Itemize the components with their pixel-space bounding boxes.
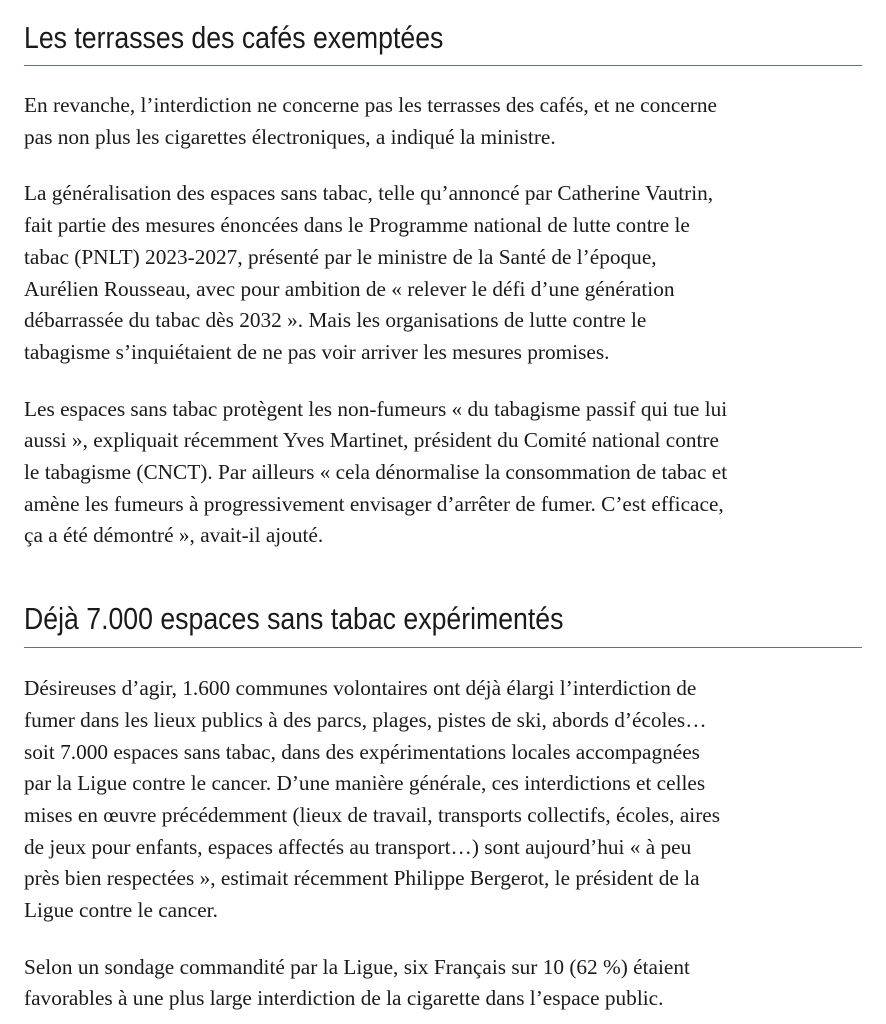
text-line: Désireuses d’agir, 1.600 communes volontaires ont déjà élargi l’interdiction de xyxy=(24,676,697,701)
text-line: Les espaces sans tabac protègent les non-fumeurs « du tabagisme passif qui tue lui xyxy=(24,396,728,421)
paragraph xyxy=(24,90,864,153)
paragraph xyxy=(24,178,864,368)
paragraph xyxy=(24,673,864,927)
section-heading-divider xyxy=(24,601,862,648)
text-line: de jeux pour enfants, espaces affectés au transport…) sont aujourd’hui « à peu xyxy=(24,834,692,859)
paragraph xyxy=(24,394,864,553)
text-line: fait partie des mesures énoncées dans le Programme national de lutte contre le xyxy=(24,213,690,238)
text-line: favorables à une plus large interdiction de la cigarette dans l’espace public. xyxy=(24,986,664,1011)
text-line: La généralisation des espaces sans tabac, telle qu’annoncé par Catherine Vautrin, xyxy=(24,181,714,206)
text-line: tabagisme s’inquiétaient de ne pas voir arriver les mesures promises. xyxy=(24,339,610,364)
text-line: aussi », expliquait récemment Yves Martinet, président du Comité national contre xyxy=(24,428,719,453)
paragraph xyxy=(24,952,864,1015)
section-heading-terrasses: Les terrasses des cafés exemptées xyxy=(24,20,444,55)
text-line: Selon un sondage commandité par la Ligue, six Français sur 10 (62 %) étaient xyxy=(24,954,690,979)
text-line: tabac (PNLT) 2023-2027, présenté par le ministre de la Santé de l’époque, xyxy=(24,244,657,269)
article-body xyxy=(24,0,864,1015)
text-line: ça a été démontré », avait-il ajouté. xyxy=(24,523,324,548)
section-heading-espaces: Déjà 7.000 espaces sans tabac expérimentés xyxy=(24,601,564,637)
text-line: fumer dans les lieux publics à des parcs, plages, pistes de ski, abords d’écoles… xyxy=(24,707,707,732)
text-line: le tabagisme (CNCT). Par ailleurs « cela dénormalise la consommation de tabac et xyxy=(24,460,728,485)
text-line: En revanche, l’interdiction ne concerne pas les terrasses des cafés, et ne concerne xyxy=(24,93,717,117)
text-line: soit 7.000 espaces sans tabac, dans des expérimentations locales accompagnées xyxy=(24,739,700,764)
text-line: débarrassée du tabac dès 2032 ». Mais les organisations de lutte contre le xyxy=(24,308,647,333)
text-line: amène les fumeurs à progressivement envisager d’arrêter de fumer. C’est efficace, xyxy=(24,491,724,516)
text-line: Aurélien Rousseau, avec pour ambition de « relever le défi d’une génération xyxy=(24,276,675,301)
text-line: par la Ligue contre le cancer. D’une manière générale, ces interdictions et celles xyxy=(24,771,706,796)
text-line: près bien respectées », estimait récemment Philippe Bergerot, le président de la xyxy=(24,866,700,891)
text-line: pas non plus les cigarettes électroniques, a indiqué la ministre. xyxy=(24,124,556,149)
text-line: mises en œuvre précédemment (lieux de travail, transports collectifs, écoles, aires xyxy=(24,802,721,827)
text-line: Ligue contre le cancer. xyxy=(24,898,218,923)
section-heading-divider xyxy=(24,0,862,66)
